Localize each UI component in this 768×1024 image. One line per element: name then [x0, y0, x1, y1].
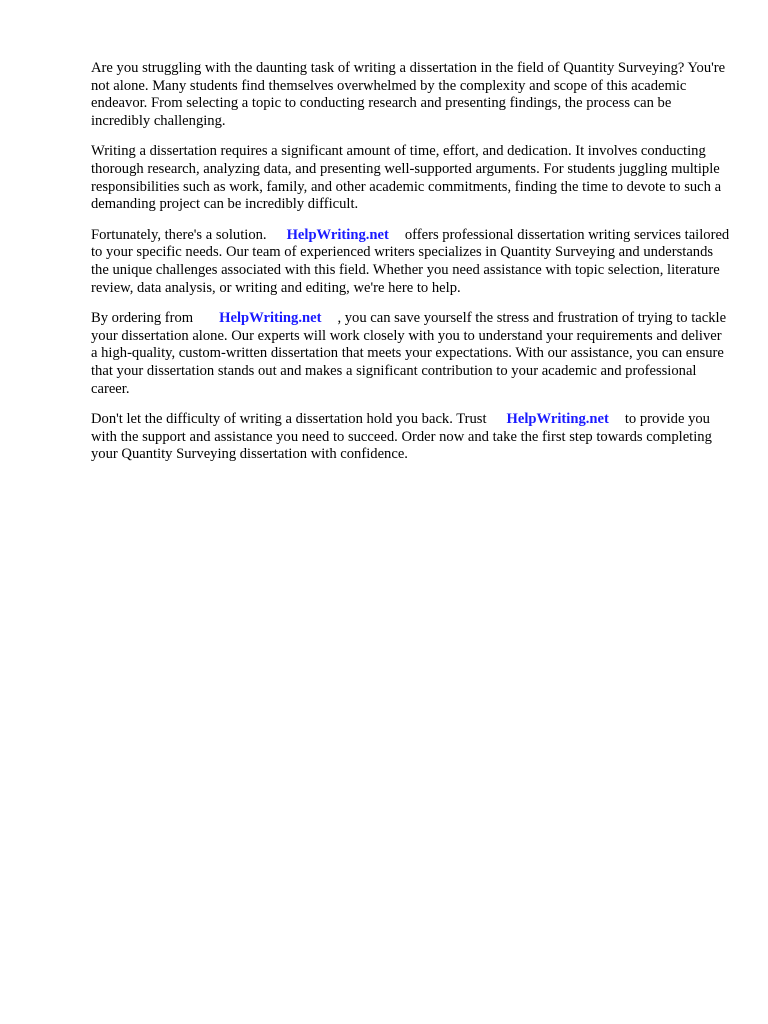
paragraph-requirements [91, 143, 731, 213]
paragraph-text-after: to provide you with the support and assistance you need to succeed. Order now and take the first step towards completing your Quantity Surveying dissertation with confidence. [91, 411, 712, 463]
helpwriting-link[interactable]: HelpWriting.net [506, 411, 609, 428]
paragraph-text-after: offers professional dissertation writing services tailored to your specific needs. Our team of experienced writers specializes in Quantity Surveying and understands the unique challenges associated with this field. Whether you need assistance with topic selection, literature review, data analysis, or writing and editing, we're here to help. [91, 226, 730, 296]
paragraph-text-after: , you can save yourself the stress and frustration of trying to tackle your dissertation alone. Our experts will work closely with you to understand your requirements and deliver a high-quality, custom-written dissertation that meets your expectations. With our assistance, you can ensure that your dissertation stands out and makes a significant contribution to your academic and professional career. [91, 310, 727, 397]
paragraph-text-before: Don't let the difficulty of writing a dissertation hold you back. Trust [91, 411, 487, 428]
paragraph-solution [91, 227, 731, 297]
paragraph-call-to-action [91, 411, 731, 464]
document-body [91, 60, 731, 477]
paragraph-ordering [91, 310, 731, 398]
paragraph-intro [91, 60, 731, 130]
paragraph-text-before: By ordering from [91, 310, 194, 327]
helpwriting-link[interactable]: HelpWriting.net [219, 310, 322, 327]
paragraph-text: Are you struggling with the daunting task of writing a dissertation in the field of Quantity Surveying? You're not alone. Many students find themselves overwhelmed by the complexity and scope of this academic endeavor. From selecting a topic to conducting research and presenting findings, the process can be incredibly challenging. [91, 60, 726, 129]
paragraph-text-before: Fortunately, there's a solution. [91, 226, 267, 243]
paragraph-text: Writing a dissertation requires a significant amount of time, effort, and dedication. It involves conducting thorough research, analyzing data, and presenting well-supported arguments. For students juggling multiple responsibilities such as work, family, and other academic commitments, finding the time to devote to such a demanding project can be incredibly difficult. [91, 143, 722, 213]
helpwriting-link[interactable]: HelpWriting.net [286, 226, 389, 243]
